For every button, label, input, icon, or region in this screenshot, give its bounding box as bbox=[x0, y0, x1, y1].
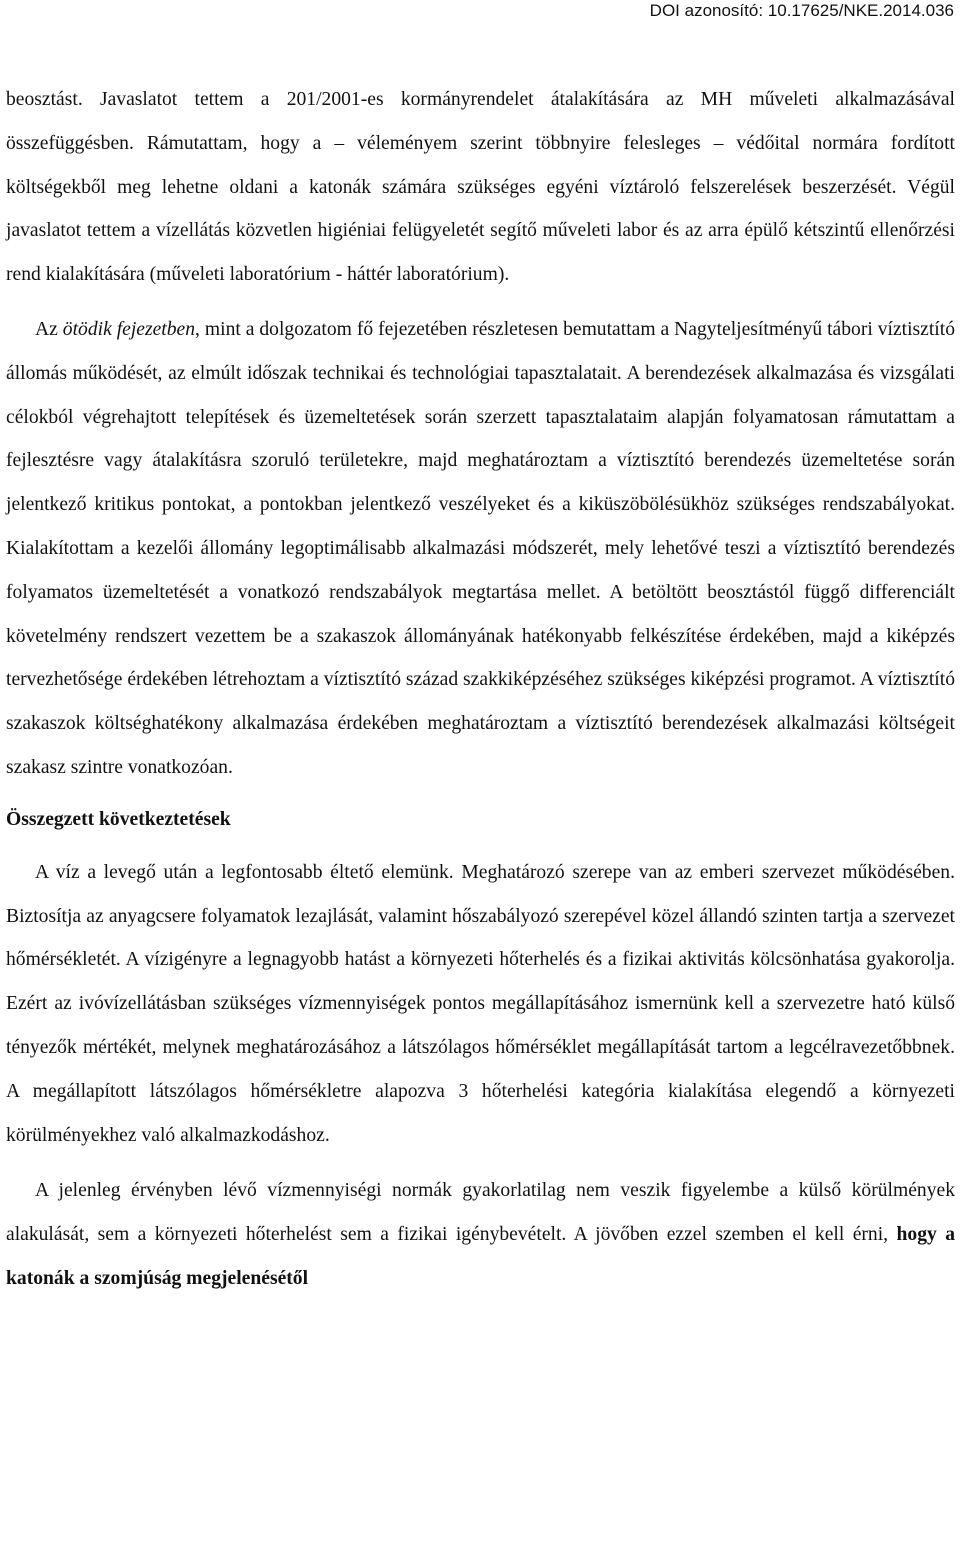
paragraph-fifth-chapter-lead: Az bbox=[35, 318, 63, 340]
section-heading: Összegzett következtetések bbox=[6, 808, 231, 830]
doi-identifier: DOI azonosító: 10.17625/NKE.2014.036 bbox=[649, 1, 954, 20]
bold-conclusion: hogy a katonák a szomjúság megjelenésétől bbox=[6, 1224, 956, 1289]
paragraph-fifth-chapter-body: , mint a dolgozatom fő fejezetében részletesen bemutattam a Nagyteljesítményű tábori víztisztító állomás működését, az elmúlt időszak technikai és technológiai tapasztalatait. A berendezések alkalmazása és vizsgálati célokból végrehajtott telepítések és üzemeltetések során szerzett tapasztalataim alapján folyamatosan rámutattam a fejlesztésre vagy átalakításra szoruló területekre, majd meghatároztam a víztisztító berendezés üzemeltetése során jelentkező kritikus pontokat, a pontokban jelentkező veszélyeket és a kiküszöbölésükhöz szükséges rendszabályokat. Kialakítottam a kezelői állomány legoptimálisabb alkalmazási módszerét, mely lehetővé teszi a víztisztító berendezés folyamatos üzemeltetését a vonatkozó rendszabályok megtartása mellet. A betöltött beosztástól függő differenciált követelmény rendszert vezettem be a szakaszok állományának hatékonyabb felkészítése érdekében, majd a kiképzés tervezhetősége érdekében létrehoztam a víztisztító század szakkiképzéséhez szükséges kiképzési programot. A víztisztító szakaszok költséghatékony alkalmazása érdekében meghatároztam a víztisztító berendezések alkalmazási költségeit szakasz szintre vonatkozóan. bbox=[6, 318, 955, 778]
emphasis-fifth-chapter: ötödik fejezetben bbox=[62, 318, 196, 340]
paragraph-water-importance: A víz a levegő után a legfontosabb éltető elemünk. Meghatározó szerepe van az emberi szervezet működésében. Biztosítja az anyagcsere folyamatok lezajlását, valamint hőszabályozó szerepével közel állandó szinten tartja a szervezet hőmérsékletét. A vízigényre a legnagyobb hatást a környezeti hőterhelés és a fizikai aktivitás kölcsönhatása gyakorolja. Ezért az ivóvízellátásban szükséges vízmennyiségek pontos megállapításához ismernünk kell a szervezetre ható külső tényezők mértékét, melynek meghatározásához a látszólagos hőmérséklet megállapítását tartom a legcélravezetőbbnek. A megállapított látszólagos hőmérsékletre alapozva 3 hőterhelési kategória kialakítása elegendő a környezeti körülményekhez való alkalmazkodáshoz. bbox=[6, 861, 955, 1146]
paragraph-water-norms bbox=[6, 1169, 955, 1300]
paragraph-fifth-chapter bbox=[6, 308, 955, 790]
paragraph-water-norms-body: A jelenleg érvényben lévő vízmennyiségi normák gyakorlatilag nem veszik figyelembe a külső körülmények alakulását, sem a környezeti hőterhelést sem a fizikai igénybevételt. A jövőben ezzel szemben el kell érni, bbox=[6, 1180, 955, 1246]
document-body bbox=[6, 78, 955, 1301]
paragraph-intro: beosztást. Javaslatot tettem a 201/2001-es kormányrendelet átalakítására az MH műveleti alkalmazásával összefüggésben. Rámutattam, hogy a – véleményem szerint többnyire felesleges – védőital normára fordított költségekből meg lehetne oldani a katonák számára szükséges egyéni víztároló felszerelések beszerzését. Végül javaslatot tettem a vízellátás közvetlen higiéniai felügyeletét segítő műveleti labor és az arra épülő kétszintű ellenőrzési rend kialakítására (műveleti laboratórium - háttér laboratórium). bbox=[6, 89, 955, 286]
